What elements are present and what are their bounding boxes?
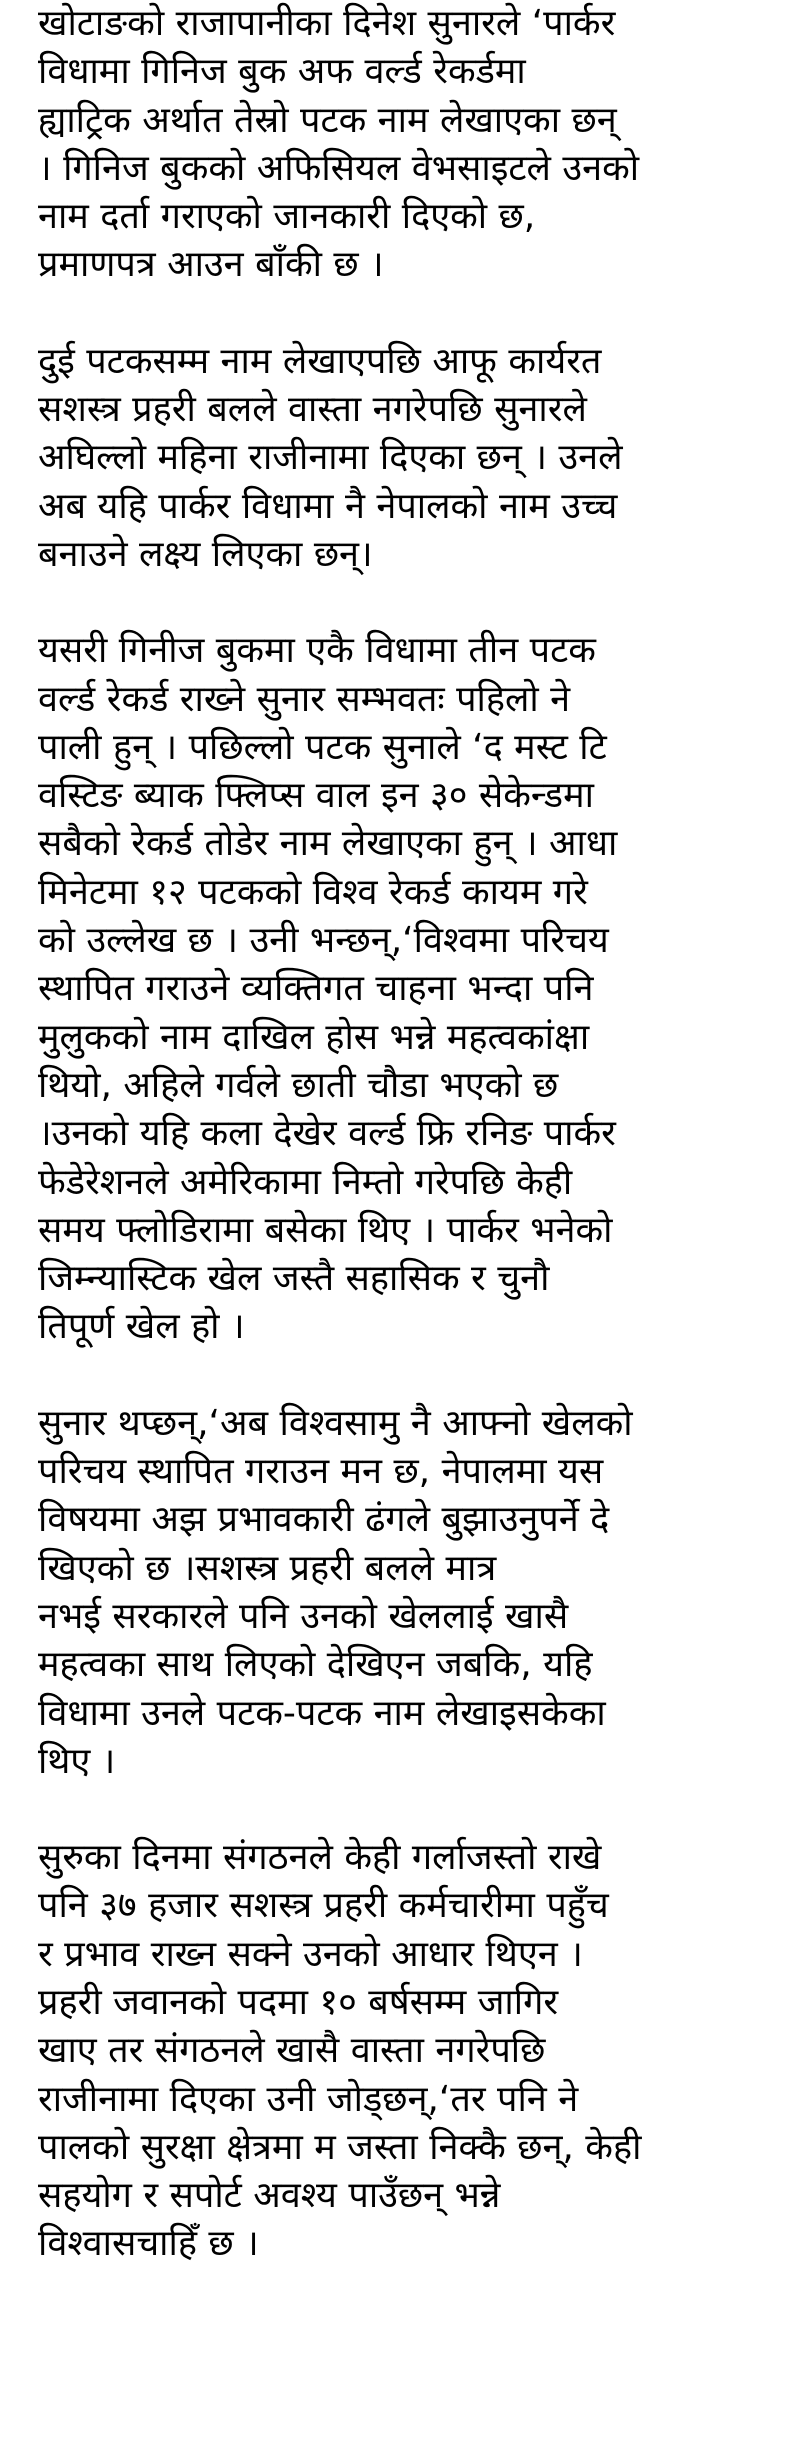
text-line: । गिनिज बुकको अफिसियल वेभसाइटले उनको — [38, 147, 640, 189]
text-line: ह्याट्रिक अर्थात तेस्रो पटक नाम लेखाएका छन् — [38, 99, 617, 141]
text-line: यसरी गिनीज बुकमा एकै विधामा तीन पटक — [38, 630, 596, 672]
text-line: सहयोग र सपोर्ट अवश्य पाउँछन् भन्ने — [38, 2175, 501, 2217]
text-line: पाली हुन् । पछिल्लो पटक सुनाले ‘द मस्ट टि — [38, 726, 607, 768]
text-line: र प्रभाव राख्न सक्ने उनको आधार थिएन । — [38, 1933, 583, 1975]
text-line: अब यहि पार्कर विधामा नै नेपालको नाम उच्च — [38, 485, 618, 527]
text-line: थियो, अहिले गर्वले छाती चौडा भएको छ — [38, 1064, 559, 1106]
article-body — [38, 0, 778, 2317]
text-line: सुनार थप्छन्,‘अब विश्वसामु नै आफ्नो खेलको — [38, 1402, 633, 1444]
text-line: समय फ्लोडिरामा बसेका थिए । पार्कर भनेको — [38, 1209, 613, 1251]
text-line: प्रमाणपत्र आउन बाँकी छ । — [38, 244, 384, 286]
text-line: खोटाङको राजापानीका दिनेश सुनारले ‘पार्कर — [38, 3, 616, 44]
text-line: विधामा उनले पटक-पटक नाम लेखाइसकेका — [38, 1692, 606, 1734]
text-line: वर्ल्ड रेकर्ड राख्ने सुनार सम्भवतः पहिलो ने — [38, 678, 571, 720]
text-line: विषयमा अझ प्रभावकारी ढंगले बुझाउनुपर्ने दे — [38, 1499, 610, 1541]
text-line: मुलुकको नाम दाखिल होस भन्ने महत्वकांक्षा — [38, 1016, 590, 1058]
text-line: सशस्त्र प्रहरी बलले वास्ता नगरेपछि सुनारले — [38, 389, 587, 431]
text-line: प्रहरी जवानको पदमा १० बर्षसम्म जागिर — [38, 1981, 559, 2023]
text-line: राजीनामा दिएका उनी जोड्छन्,‘तर पनि ने — [38, 2078, 579, 2120]
text-line: को उल्लेख छ । उनी भन्छन्,‘विश्वमा परिचय — [38, 920, 609, 962]
text-line: स्थापित गराउने व्यक्तिगत चाहना भन्दा पनि — [38, 968, 594, 1010]
text-line: पालको सुरक्षा क्षेत्रमा म जस्ता निक्कै छन्, केही — [38, 2126, 642, 2168]
text-line: दुई पटकसम्म नाम लेखाएपछि आफू कार्यरत — [38, 340, 602, 382]
text-line: फेडेरेशनले अमेरिकामा निम्तो गरेपछि केही — [38, 1161, 573, 1203]
text-line: खिएको छ ।सशस्त्र प्रहरी बलले मात्र — [38, 1547, 497, 1589]
text-line: नाम दर्ता गराएको जानकारी दिएको छ, — [38, 196, 536, 238]
paragraph — [38, 1400, 778, 1786]
text-line: सबैको रेकर्ड तोडेर नाम लेखाएका हुन् । आधा — [38, 823, 618, 865]
text-line: मिनेटमा १२ पटकको विश्व रेकर्ड कायम गरे — [38, 871, 588, 913]
paragraph — [38, 1834, 778, 2269]
text-line: पनि ३७ हजार सशस्त्र प्रहरी कर्मचारीमा पहुँच — [38, 1885, 609, 1927]
text-line: नभई सरकारले पनि उनको खेललाई खासै — [38, 1595, 569, 1637]
text-line: अघिल्लो महिना राजीनामा दिएका छन् । उनले — [38, 437, 623, 479]
text-line: खाए तर संगठनले खासै वास्ता नगरेपछि — [38, 2030, 546, 2072]
text-line: परिचय स्थापित गराउन मन छ, नेपालमा यस — [38, 1451, 604, 1493]
text-line: ।उनको यहि कला देखेर वर्ल्ड फ्रि रनिङ पार्कर — [38, 1113, 616, 1155]
text-line: बनाउने लक्ष्य लिएका छन्। — [38, 533, 373, 575]
paragraph — [38, 0, 778, 290]
text-line: वस्टिङ ब्याक फ्लिप्स वाल इन ३० सेकेन्डमा — [38, 775, 594, 817]
text-line: थिए । — [38, 1740, 116, 1782]
text-line: महत्वका साथ लिएको देखिएन जबकि, यहि — [38, 1644, 593, 1686]
text-line: सुरुका दिनमा संगठनले केही गर्लाजस्तो राखे — [38, 1837, 602, 1879]
text-line: तिपूर्ण खेल हो । — [38, 1306, 245, 1348]
text-line: जिम्न्यास्टिक खेल जस्तै सहासिक र चुनौ — [38, 1258, 550, 1300]
paragraph — [38, 338, 778, 579]
text-line: विश्वासचाहिँ छ । — [38, 2223, 259, 2265]
text-line: विधामा गिनिज बुक अफ वर्ल्ड रेकर्डमा — [38, 51, 526, 93]
paragraph — [38, 627, 778, 1351]
